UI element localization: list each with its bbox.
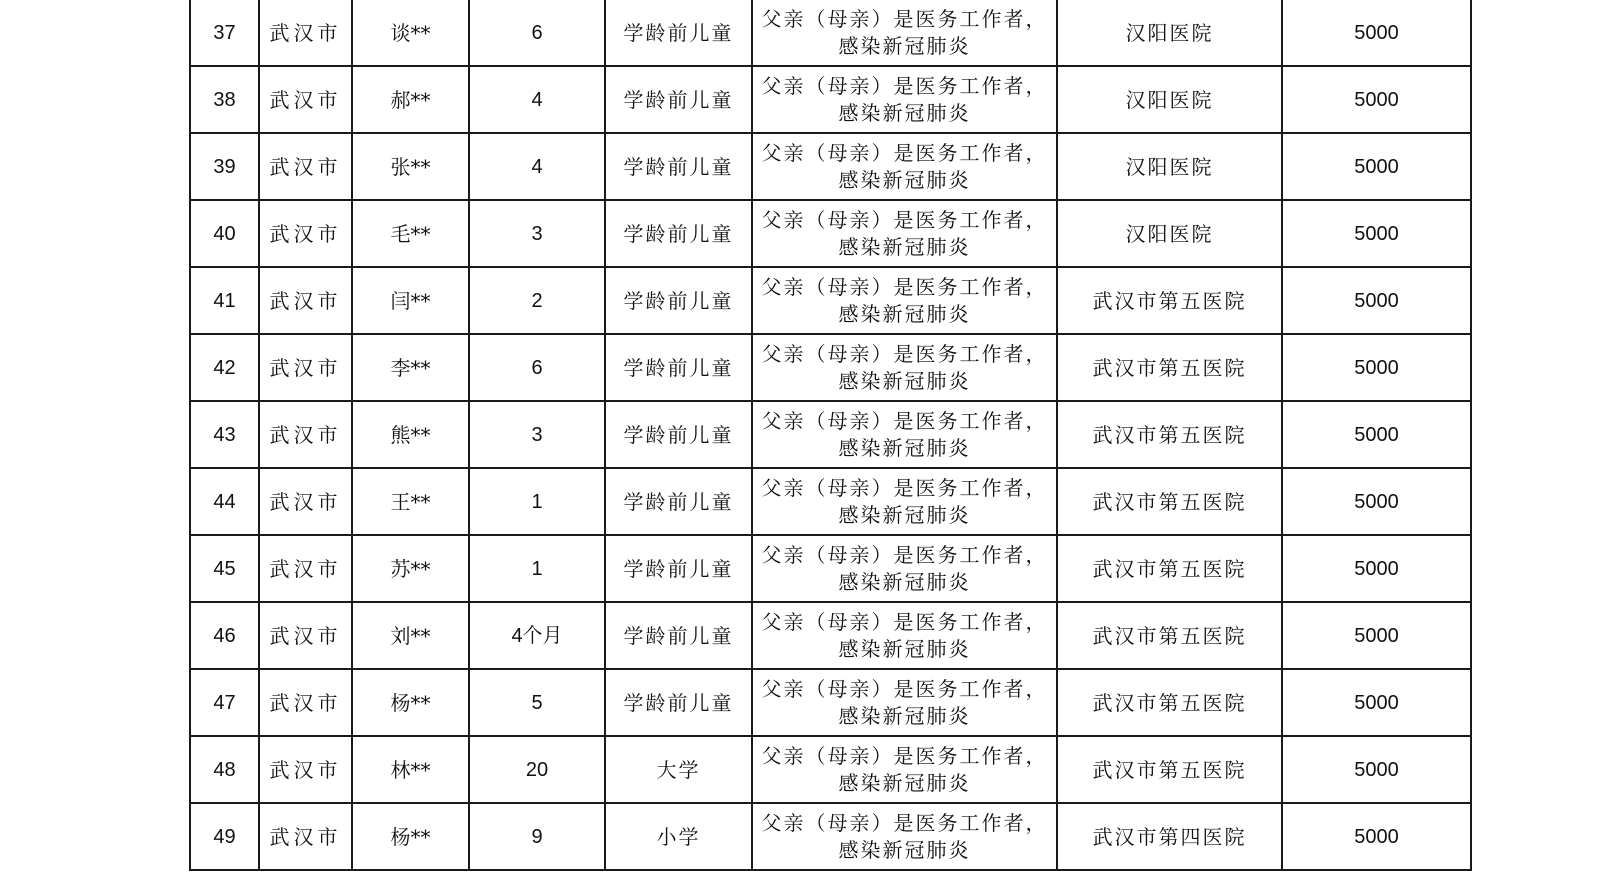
reason-line-1: 父亲（母亲）是医务工作者， <box>761 542 1048 567</box>
cell-city: 武汉市 <box>259 535 352 602</box>
cell-amount: 5000 <box>1282 736 1471 803</box>
cell-hospital: 武汉市第五医院 <box>1057 401 1282 468</box>
cell-serial-number: 41 <box>190 267 259 334</box>
reason-line-2: 感染新冠肺炎 <box>838 770 971 795</box>
cell-hospital: 武汉市第五医院 <box>1057 468 1282 535</box>
cell-age: 1 <box>469 535 605 602</box>
cell-hospital: 武汉市第五医院 <box>1057 736 1282 803</box>
cell-category: 小学 <box>605 803 752 870</box>
cell-amount: 5000 <box>1282 401 1471 468</box>
cell-hospital: 武汉市第五医院 <box>1057 669 1282 736</box>
reason-line-2: 感染新冠肺炎 <box>838 569 971 594</box>
cell-age: 1 <box>469 468 605 535</box>
cell-reason <box>752 334 1057 401</box>
cell-category: 学龄前儿童 <box>605 200 752 267</box>
cell-name: 李** <box>352 334 469 401</box>
cell-city: 武汉市 <box>259 803 352 870</box>
reason-line-1: 父亲（母亲）是医务工作者， <box>761 408 1048 433</box>
cell-reason <box>752 401 1057 468</box>
cell-category: 学龄前儿童 <box>605 669 752 736</box>
table-row <box>190 401 1471 468</box>
cell-serial-number: 48 <box>190 736 259 803</box>
cell-amount: 5000 <box>1282 602 1471 669</box>
cell-amount: 5000 <box>1282 669 1471 736</box>
table-body <box>190 0 1471 870</box>
table-row <box>190 736 1471 803</box>
table-row <box>190 133 1471 200</box>
cell-name: 熊** <box>352 401 469 468</box>
cell-serial-number: 47 <box>190 669 259 736</box>
cell-city: 武汉市 <box>259 401 352 468</box>
reason-line-2: 感染新冠肺炎 <box>838 100 971 125</box>
cell-hospital: 武汉市第四医院 <box>1057 803 1282 870</box>
cell-city: 武汉市 <box>259 602 352 669</box>
cell-amount: 5000 <box>1282 803 1471 870</box>
cell-age: 4 <box>469 133 605 200</box>
cell-age: 5 <box>469 669 605 736</box>
cell-city: 武汉市 <box>259 0 352 66</box>
cell-hospital: 武汉市第五医院 <box>1057 535 1282 602</box>
table-row <box>190 669 1471 736</box>
cell-amount: 5000 <box>1282 267 1471 334</box>
reason-line-1: 父亲（母亲）是医务工作者， <box>761 609 1048 634</box>
cell-hospital: 汉阳医院 <box>1057 133 1282 200</box>
reason-line-1: 父亲（母亲）是医务工作者， <box>761 6 1048 31</box>
cell-amount: 5000 <box>1282 133 1471 200</box>
reason-line-1: 父亲（母亲）是医务工作者， <box>761 475 1048 500</box>
cell-serial-number: 39 <box>190 133 259 200</box>
reason-line-1: 父亲（母亲）是医务工作者， <box>761 676 1048 701</box>
cell-category: 学龄前儿童 <box>605 66 752 133</box>
reason-line-1: 父亲（母亲）是医务工作者， <box>761 341 1048 366</box>
cell-age: 9 <box>469 803 605 870</box>
cell-reason <box>752 736 1057 803</box>
cell-serial-number: 38 <box>190 66 259 133</box>
table-row <box>190 334 1471 401</box>
reason-line-1: 父亲（母亲）是医务工作者， <box>761 73 1048 98</box>
cell-city: 武汉市 <box>259 736 352 803</box>
reason-line-2: 感染新冠肺炎 <box>838 502 971 527</box>
cell-hospital: 武汉市第五医院 <box>1057 267 1282 334</box>
cell-city: 武汉市 <box>259 334 352 401</box>
cell-category: 学龄前儿童 <box>605 468 752 535</box>
cell-age: 3 <box>469 401 605 468</box>
cell-amount: 5000 <box>1282 334 1471 401</box>
cell-hospital: 武汉市第五医院 <box>1057 602 1282 669</box>
cell-category: 学龄前儿童 <box>605 334 752 401</box>
cell-category: 学龄前儿童 <box>605 0 752 66</box>
cell-city: 武汉市 <box>259 267 352 334</box>
cell-reason <box>752 200 1057 267</box>
table-row <box>190 200 1471 267</box>
table-row <box>190 0 1471 66</box>
table-row <box>190 267 1471 334</box>
cell-category: 学龄前儿童 <box>605 535 752 602</box>
cell-age: 20 <box>469 736 605 803</box>
table-row <box>190 803 1471 870</box>
cell-age: 6 <box>469 334 605 401</box>
cell-name: 张** <box>352 133 469 200</box>
cell-serial-number: 43 <box>190 401 259 468</box>
cell-name: 杨** <box>352 669 469 736</box>
cell-reason <box>752 267 1057 334</box>
reason-line-2: 感染新冠肺炎 <box>838 301 971 326</box>
reason-line-2: 感染新冠肺炎 <box>838 837 971 862</box>
cell-name: 杨** <box>352 803 469 870</box>
cell-name: 闫** <box>352 267 469 334</box>
cell-city: 武汉市 <box>259 468 352 535</box>
cell-city: 武汉市 <box>259 669 352 736</box>
reason-line-1: 父亲（母亲）是医务工作者， <box>761 207 1048 232</box>
cell-serial-number: 37 <box>190 0 259 66</box>
reason-line-1: 父亲（母亲）是医务工作者， <box>761 743 1048 768</box>
reason-line-2: 感染新冠肺炎 <box>838 368 971 393</box>
cell-hospital: 汉阳医院 <box>1057 0 1282 66</box>
cell-name: 毛** <box>352 200 469 267</box>
cell-reason <box>752 66 1057 133</box>
cell-amount: 5000 <box>1282 200 1471 267</box>
cell-age: 2 <box>469 267 605 334</box>
cell-hospital: 汉阳医院 <box>1057 66 1282 133</box>
cell-age: 3 <box>469 200 605 267</box>
cell-name: 谈** <box>352 0 469 66</box>
cell-serial-number: 42 <box>190 334 259 401</box>
reason-line-2: 感染新冠肺炎 <box>838 234 971 259</box>
cell-category: 学龄前儿童 <box>605 133 752 200</box>
reason-line-1: 父亲（母亲）是医务工作者， <box>761 140 1048 165</box>
cell-reason <box>752 602 1057 669</box>
cell-category: 学龄前儿童 <box>605 401 752 468</box>
cell-reason <box>752 468 1057 535</box>
cell-reason <box>752 0 1057 66</box>
cell-category: 学龄前儿童 <box>605 267 752 334</box>
cell-amount: 5000 <box>1282 468 1471 535</box>
cell-serial-number: 40 <box>190 200 259 267</box>
cell-hospital: 汉阳医院 <box>1057 200 1282 267</box>
table-row <box>190 535 1471 602</box>
cell-age: 4 <box>469 66 605 133</box>
cell-serial-number: 49 <box>190 803 259 870</box>
cell-category: 大学 <box>605 736 752 803</box>
cell-hospital: 武汉市第五医院 <box>1057 334 1282 401</box>
cell-name: 苏** <box>352 535 469 602</box>
reason-line-2: 感染新冠肺炎 <box>838 435 971 460</box>
cell-city: 武汉市 <box>259 200 352 267</box>
cell-reason <box>752 133 1057 200</box>
cell-age: 6 <box>469 0 605 66</box>
reason-line-1: 父亲（母亲）是医务工作者， <box>761 274 1048 299</box>
cell-amount: 5000 <box>1282 535 1471 602</box>
cell-city: 武汉市 <box>259 133 352 200</box>
cell-age: 4个月 <box>469 602 605 669</box>
cell-amount: 5000 <box>1282 66 1471 133</box>
cell-serial-number: 44 <box>190 468 259 535</box>
recipient-table <box>189 0 1472 871</box>
cell-name: 刘** <box>352 602 469 669</box>
cell-serial-number: 45 <box>190 535 259 602</box>
table-row <box>190 66 1471 133</box>
cell-name: 林** <box>352 736 469 803</box>
reason-line-2: 感染新冠肺炎 <box>838 33 971 58</box>
cell-city: 武汉市 <box>259 66 352 133</box>
reason-line-1: 父亲（母亲）是医务工作者， <box>761 810 1048 835</box>
cell-amount: 5000 <box>1282 0 1471 66</box>
cell-reason <box>752 803 1057 870</box>
cell-category: 学龄前儿童 <box>605 602 752 669</box>
reason-line-2: 感染新冠肺炎 <box>838 167 971 192</box>
reason-line-2: 感染新冠肺炎 <box>838 636 971 661</box>
cell-name: 王** <box>352 468 469 535</box>
table-row <box>190 468 1471 535</box>
cell-name: 郝** <box>352 66 469 133</box>
cell-reason <box>752 535 1057 602</box>
reason-line-2: 感染新冠肺炎 <box>838 703 971 728</box>
cell-serial-number: 46 <box>190 602 259 669</box>
cell-reason <box>752 669 1057 736</box>
table-row <box>190 602 1471 669</box>
